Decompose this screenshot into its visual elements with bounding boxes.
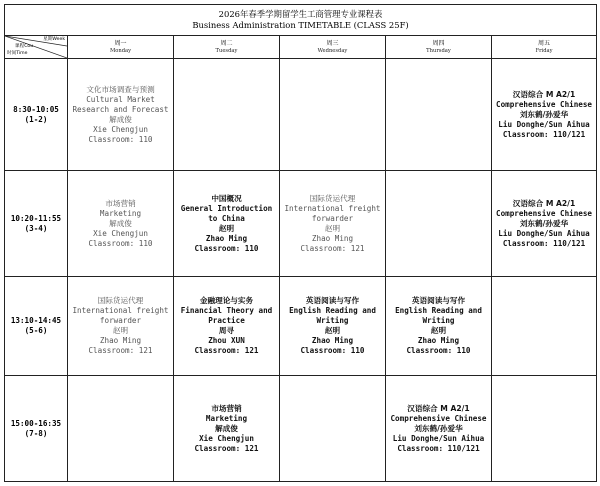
course-name-en-cont: Practice (208, 316, 245, 325)
course-name-en: International freight (72, 306, 169, 315)
period-slot: (1-2) (24, 114, 48, 124)
day-name-en: Tuesday (215, 47, 238, 54)
classroom: Classroom: 121 (300, 243, 365, 253)
teacher-name-en: Zhao Ming (99, 336, 142, 345)
course-name-en-cont: to China (208, 213, 245, 223)
empty-cell-tue-p1 (174, 59, 280, 171)
course-name-en-cont: forwarder (311, 213, 354, 223)
teacher-name-cn: 周寻 (218, 326, 235, 335)
period-time: 10:20-11:55 (10, 213, 62, 223)
course-name-cn: 金融理论与实务 (199, 296, 254, 305)
title-chinese: 2026年春季学期留学生工商管理专业课程表 (218, 9, 383, 19)
period-time-cell (5, 171, 68, 277)
day-name-cn: 周四 (432, 39, 445, 47)
teacher-name-cn: 赵明 (218, 223, 235, 233)
teacher-name-cn: 赵明 (324, 326, 341, 335)
empty-cell-thu-p1 (386, 59, 492, 171)
day-name-en: Monday (109, 47, 132, 54)
day-name-en: Wednesday (317, 47, 348, 54)
teacher-name-cn: 赵明 (112, 326, 129, 335)
teacher-name-en: Xie Chengjun (93, 228, 148, 238)
day-name-cn: 周一 (114, 39, 127, 47)
classroom: Classroom: 110 (406, 346, 471, 355)
course-cell-wed-p2 (280, 171, 386, 277)
teacher-name-en: Zhao Ming (205, 233, 248, 243)
teacher-name-cn: 解成俊 (109, 218, 132, 228)
course-cell-fri-p2 (492, 171, 597, 277)
day-header-row (5, 36, 597, 59)
day-header-monday (68, 36, 174, 59)
teacher-name-cn: 刘东鹤/孙爱华 (519, 109, 569, 119)
day-header-tuesday (174, 36, 280, 59)
period-slot: (5-6) (24, 326, 48, 335)
title-english: Business Administration TIMETABLE (CLASS 25F) (192, 20, 409, 30)
course-name-en-cont: Writing (422, 316, 455, 325)
day-name-cn: 周五 (538, 39, 551, 47)
course-cell-fri-p1 (492, 59, 597, 171)
period-row-4 (5, 376, 597, 482)
teacher-name-cn: 赵明 (430, 326, 447, 335)
course-name-cn: 汉语综合 M A2/1 (512, 89, 576, 99)
course-cell-tue-p3 (174, 277, 280, 376)
day-header-thursday (386, 36, 492, 59)
empty-cell-fri-p4 (492, 376, 597, 482)
empty-cell-fri-p3 (492, 277, 597, 376)
course-name-en-cont: Research and Forecast (72, 104, 169, 114)
classroom: Classroom: 110 (300, 346, 365, 355)
corner-header-cell (5, 36, 68, 59)
classroom: Classroom: 110 (88, 238, 153, 248)
period-row-2 (5, 171, 597, 277)
corner-week-label: 星期Week (43, 37, 65, 42)
course-name-en: Comprehensive Chinese (496, 99, 593, 109)
teacher-name-cn: 解成俊 (215, 423, 238, 433)
empty-cell-thu-p2 (386, 171, 492, 277)
classroom: Classroom: 110/121 (502, 238, 586, 248)
classroom: Classroom: 121 (194, 443, 259, 453)
course-name-cn: 市场营销 (211, 403, 242, 413)
teacher-name-en: Zhou XUN (208, 336, 245, 345)
course-name-cn: 中国概况 (211, 193, 242, 203)
teacher-name-cn: 赵明 (324, 223, 341, 233)
period-slot: (3-4) (24, 223, 48, 233)
course-name-en: Marketing (99, 208, 142, 218)
period-time-cell (5, 59, 68, 171)
course-name-cn: 市场营销 (105, 198, 136, 208)
course-cell-thu-p4 (386, 376, 492, 482)
day-name-cn: 周三 (326, 39, 339, 47)
period-row-1 (5, 59, 597, 171)
teacher-name-en: Xie Chengjun (93, 124, 148, 134)
teacher-name-en: Liu Donghe/Sun Aihua (498, 228, 590, 238)
period-time-cell (5, 376, 68, 482)
classroom: Classroom: 110/121 (397, 443, 480, 453)
course-name-en: International freight (284, 203, 381, 213)
teacher-name-en: Zhao Ming (311, 336, 354, 345)
day-header-wednesday (280, 36, 386, 59)
course-name-cn: 英语阅读与写作 (305, 296, 360, 305)
course-name-en: General Introduction (180, 203, 273, 213)
teacher-name-en: Zhao Ming (311, 233, 354, 243)
classroom: Classroom: 110 (194, 243, 259, 253)
course-name-cn: 国际货运代理 (97, 296, 144, 305)
course-name-en: English Reading and (395, 306, 482, 315)
teacher-name-cn: 解成俊 (109, 114, 132, 124)
corner-time-label: 时间Time (7, 51, 28, 56)
course-cell-tue-p4 (174, 376, 280, 482)
day-name-cn: 周二 (220, 39, 233, 47)
course-name-en-cont: Writing (316, 316, 349, 325)
empty-cell-mon-p4 (68, 376, 174, 482)
course-name-en: Financial Theory and (180, 306, 273, 315)
timetable (4, 4, 597, 482)
classroom: Classroom: 121 (194, 346, 259, 355)
corner-course-label: 课程Cou (15, 44, 34, 49)
course-name-cn: 文化市场调查与预测 (86, 84, 155, 94)
course-name-cn: 英语阅读与写作 (411, 296, 466, 305)
course-cell-mon-p1 (68, 59, 174, 171)
course-name-cn: 国际货运代理 (309, 193, 356, 203)
teacher-name-en: Liu Donghe/Sun Aihua (392, 433, 485, 443)
course-cell-wed-p3 (280, 277, 386, 376)
period-time-cell (5, 277, 68, 376)
course-cell-mon-p2 (68, 171, 174, 277)
teacher-name-en: Liu Donghe/Sun Aihua (498, 119, 590, 129)
course-cell-tue-p2 (174, 171, 280, 277)
teacher-name-cn: 刘东鹤/孙爱华 (414, 423, 463, 433)
course-name-en-cont: forwarder (99, 316, 142, 325)
day-header-friday (492, 36, 597, 59)
day-name-en: Friday (535, 47, 553, 54)
day-name-en: Thursday (426, 47, 451, 54)
course-cell-mon-p3 (68, 277, 174, 376)
period-time: 15:00-16:35 (10, 418, 62, 428)
period-row-3 (5, 277, 597, 376)
teacher-name-en: Xie Chengjun (199, 433, 254, 443)
course-cell-thu-p3 (386, 277, 492, 376)
period-time: 13:10-14:45 (10, 316, 62, 325)
period-slot: (7-8) (24, 428, 48, 438)
teacher-name-cn: 刘东鹤/孙爱华 (519, 218, 569, 228)
teacher-name-en: Zhao Ming (417, 336, 460, 345)
course-name-en: Cultural Market (86, 94, 155, 104)
classroom: Classroom: 110/121 (502, 129, 586, 139)
course-name-en: Comprehensive Chinese (496, 208, 593, 218)
course-name-cn: 汉语综合 M A2/1 (407, 403, 470, 413)
course-name-en: English Reading and (289, 306, 376, 315)
empty-cell-wed-p4 (280, 376, 386, 482)
course-name-en: Marketing (205, 413, 248, 423)
classroom: Classroom: 121 (88, 346, 153, 355)
timetable-title (5, 5, 597, 36)
course-name-en: Comprehensive Chinese (390, 413, 487, 423)
empty-cell-wed-p1 (280, 59, 386, 171)
classroom: Classroom: 110 (88, 134, 153, 144)
course-name-cn: 汉语综合 M A2/1 (512, 198, 576, 208)
period-time: 8:30-10:05 (13, 104, 59, 114)
